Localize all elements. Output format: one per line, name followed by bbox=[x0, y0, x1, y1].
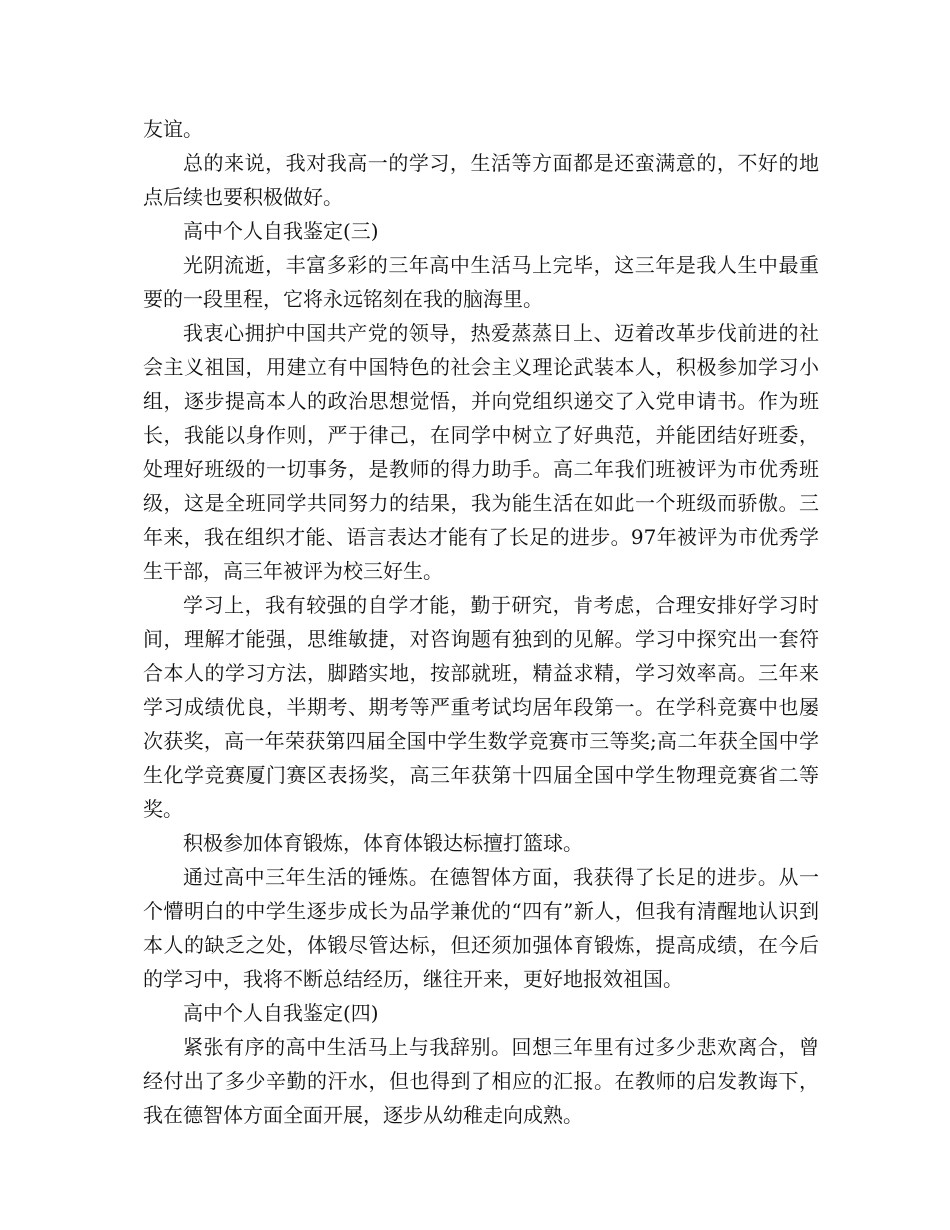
paragraph-intro-3: 光阴流逝，丰富多彩的三年高中生活马上完毕，这三年是我人生中最重要的一段里程，它将永远铭刻在我的脑海里。 bbox=[143, 253, 819, 311]
paragraph-conclusion-3: 通过高中三年生活的锤炼。在德智体方面，我获得了长足的进步。从一个懵明白的中学生逐步成长为品学兼优的“四有”新人，但我有清醒地认识到本人的缺乏之处，体锻尽管达标，但还须加强体育锻炼，提高成绩，在今后的学习中，我将不断总结经历，继往开来，更好地报效祖国。 bbox=[143, 865, 819, 991]
paragraph-sports: 积极参加体育锻炼，体育体锻达标擅打篮球。 bbox=[183, 831, 583, 855]
paragraph-politics: 我衷心拥护中国共产党的领导，热爱蒸蒸日上、迈着改革步伐前进的社会主义祖国，用建立有中国特色的社会主义理论武装本人，积极参加学习小组，逐步提高本人的政治思想觉悟，并向党组织递交了入党申请书。作为班长，我能以身作则，严于律己，在同学中树立了好典范，并能团结好班委，处理好班级的一切事务，是教师的得力助手。高二年我们班被评为市优秀班级，这是全班同学共同努力的结果，我为能生活在如此一个班级而骄傲。三年来，我在组织才能、语言表达才能有了长足的进步。97年被评为市优秀学生干部，高三年被评为校三好生。 bbox=[143, 321, 819, 583]
paragraph-study: 学习上，我有较强的自学才能，勤于研究，肯考虑，合理安排好学习时间，理解才能强，思维敏捷，对咨询题有独到的见解。学习中探究出一套符合本人的学习方法，脚踏实地，按部就班，精益求精，学习效率高。三年来学习成绩优良，半期考、期考等严重考试均居年段第一。在学科竞赛中也屡次获奖，高一年荣获第四届全国中学生数学竞赛市三等奖;高二年获全国中学生化学竞赛厦门赛区表扬奖，高三年获第十四届全国中学生物理竞赛省二等奖。 bbox=[143, 593, 819, 821]
section-heading-3: 高中个人自我鉴定(三) bbox=[183, 219, 379, 243]
section-heading-4: 高中个人自我鉴定(四) bbox=[183, 1001, 379, 1025]
paragraph-summary: 总的来说，我对我高一的学习，生活等方面都是还蛮满意的，不好的地点后续也要积极做好。 bbox=[143, 151, 819, 209]
document-body bbox=[143, 112, 819, 1132]
paragraph-continuation: 友谊。 bbox=[143, 117, 203, 141]
paragraph-intro-4: 紧张有序的高中生活马上与我辞别。回想三年里有过多少悲欢离合，曾经付出了多少辛勤的汗水，但也得到了相应的汇报。在教师的启发教诲下，我在德智体方面全面开展，逐步从幼稚走向成熟。 bbox=[143, 1035, 819, 1127]
